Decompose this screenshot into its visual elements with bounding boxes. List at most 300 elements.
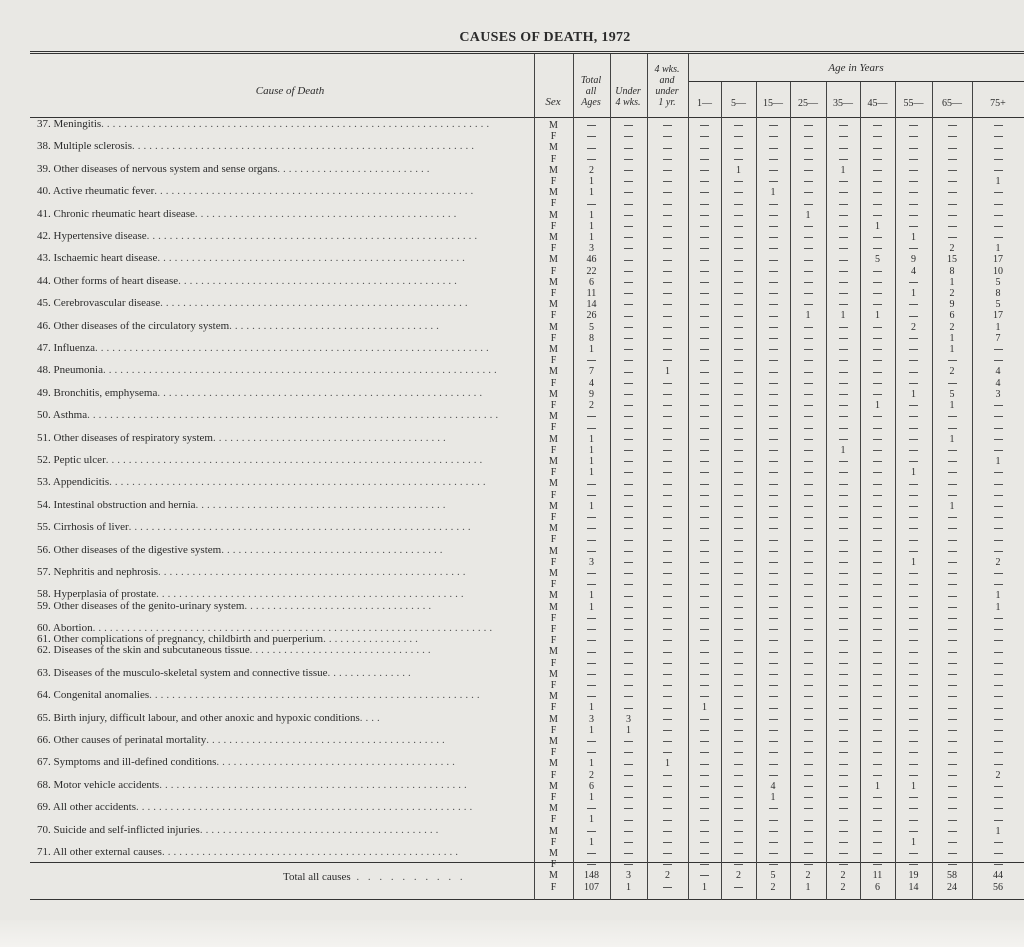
dash-mark <box>734 741 743 742</box>
dash-mark <box>948 652 957 653</box>
value-cell <box>647 714 688 725</box>
dash-mark <box>624 450 633 451</box>
dash-mark <box>948 562 957 563</box>
value-cell <box>610 355 647 366</box>
dash-mark <box>909 248 918 249</box>
dash-mark <box>624 416 633 417</box>
cause-label: 41. Chronic rheumatic heart disease.............................................. <box>37 208 471 220</box>
cause-label: 53. Appendicitis.................................................................. <box>37 476 502 488</box>
value-cell <box>756 702 790 713</box>
dash-mark <box>624 484 633 485</box>
dash-mark <box>873 461 882 462</box>
sex-cell: F <box>550 243 557 255</box>
dash-mark <box>804 573 813 574</box>
dash-mark <box>769 562 778 563</box>
value-cell <box>610 299 647 310</box>
value-cell <box>826 266 860 277</box>
dash-mark <box>909 551 918 552</box>
dash-mark <box>839 808 848 809</box>
dash-mark <box>700 170 709 171</box>
dash-mark <box>948 786 957 787</box>
dash-mark <box>909 528 918 529</box>
value-cell: 2 <box>995 556 1001 568</box>
dash-mark <box>700 820 709 821</box>
value-cell: 46 <box>586 254 597 266</box>
value-cell <box>860 243 895 254</box>
value-cell <box>573 803 610 814</box>
value-cell <box>756 803 790 814</box>
value-cell <box>895 210 932 221</box>
value-cell <box>932 378 972 389</box>
value-cell <box>610 221 647 232</box>
value-cell <box>573 859 610 870</box>
value-cell: 5 <box>875 254 880 266</box>
value-cell <box>860 355 895 366</box>
value-cell <box>895 736 932 747</box>
dash-mark <box>769 607 778 608</box>
value-cell <box>932 165 972 176</box>
dash-mark <box>624 864 633 865</box>
value-cell <box>790 747 826 758</box>
dash-mark <box>839 831 848 832</box>
value-cell <box>860 602 895 613</box>
value-cell <box>647 378 688 389</box>
dash-mark <box>700 775 709 776</box>
dash-mark <box>734 629 743 630</box>
dash-mark <box>624 248 633 249</box>
value-cell <box>972 344 1024 355</box>
cause-label: 43. Ischaemic heart disease...................................................... <box>37 252 483 264</box>
value-cell <box>610 534 647 545</box>
dash-mark <box>873 618 882 619</box>
value-cell <box>610 691 647 702</box>
dash-mark <box>804 831 813 832</box>
value-cell <box>895 445 932 456</box>
value-cell <box>860 658 895 669</box>
value-cell <box>826 478 860 489</box>
value-cell <box>573 736 610 747</box>
value-cell <box>756 736 790 747</box>
table-row <box>0 142 1024 153</box>
value-cell <box>826 389 860 400</box>
dash-mark <box>839 528 848 529</box>
value-cell <box>688 310 721 321</box>
value-cell <box>721 411 756 422</box>
dash-mark <box>909 775 918 776</box>
value-cell <box>932 837 972 848</box>
dash-mark <box>624 282 633 283</box>
dash-mark <box>663 181 672 182</box>
dash-mark <box>994 428 1003 429</box>
dash-mark <box>804 528 813 529</box>
leader-dots: .... <box>359 711 383 724</box>
value-cell: 1 <box>949 276 955 288</box>
dash-mark <box>700 808 709 809</box>
value-cell <box>573 534 610 545</box>
value-cell <box>647 131 688 142</box>
dash-mark <box>948 136 957 137</box>
dash-mark <box>700 663 709 664</box>
value-cell: 1 <box>840 310 846 322</box>
dash-mark <box>948 159 957 160</box>
dash-mark <box>734 775 743 776</box>
dash-mark <box>624 596 633 597</box>
dash-mark <box>663 170 672 171</box>
dash-mark <box>624 786 633 787</box>
value-cell <box>721 680 756 691</box>
dash-mark <box>909 360 918 361</box>
dash-mark <box>663 327 672 328</box>
dash-mark <box>700 640 709 641</box>
dash-mark <box>909 316 918 317</box>
value-cell <box>647 803 688 814</box>
dash-mark <box>873 192 882 193</box>
value-cell <box>721 702 756 713</box>
dash-mark <box>873 204 882 205</box>
dash-mark <box>769 573 778 574</box>
leader-dots: .............................................. <box>194 207 460 220</box>
value-cell: 7 <box>995 332 1001 344</box>
table-row <box>0 711 1024 725</box>
dash-mark <box>839 696 848 697</box>
value-cell: 1 <box>626 882 631 893</box>
table-row <box>0 803 1024 814</box>
leader-dots: .................................................... <box>161 846 461 858</box>
table-row <box>0 691 1024 702</box>
dash-mark <box>839 752 848 753</box>
value-cell: 1 <box>589 814 594 826</box>
value-cell <box>688 221 721 232</box>
sex-cell: M <box>549 411 558 423</box>
dash-mark <box>663 192 672 193</box>
sex-cell: M <box>549 187 558 199</box>
dash-mark <box>839 719 848 720</box>
value-cell <box>860 154 895 165</box>
value-cell: 1 <box>589 467 594 479</box>
header-age-6: 55— <box>903 98 924 109</box>
sex-cell: F <box>550 467 557 479</box>
value-cell: 5 <box>995 276 1001 288</box>
dash-mark <box>624 439 633 440</box>
dash-mark <box>734 271 743 272</box>
dash-mark <box>587 517 596 518</box>
value-cell <box>826 131 860 142</box>
dash-mark <box>839 629 848 630</box>
table-row <box>0 386 1024 400</box>
value-cell <box>647 557 688 568</box>
value-cell <box>688 669 721 680</box>
value-cell <box>756 254 790 265</box>
dash-mark <box>769 316 778 317</box>
value-cell <box>895 165 932 176</box>
value-cell <box>647 613 688 624</box>
value-cell <box>721 781 756 792</box>
value-cell: 1 <box>665 758 670 770</box>
dash-mark <box>804 271 813 272</box>
value-cell <box>826 669 860 680</box>
value-cell <box>826 299 860 310</box>
dash-mark <box>769 640 778 641</box>
dash-mark <box>994 652 1003 653</box>
dash-mark <box>994 495 1003 496</box>
dash-mark <box>624 260 633 261</box>
value-cell <box>573 154 610 165</box>
value-cell <box>573 355 610 366</box>
dash-mark <box>873 125 882 126</box>
value-cell <box>721 422 756 433</box>
value-cell <box>647 814 688 825</box>
value-cell <box>647 266 688 277</box>
dash-mark <box>624 764 633 765</box>
dash-mark <box>804 349 813 350</box>
value-cell <box>895 344 932 355</box>
value-cell <box>790 333 826 344</box>
value-cell <box>721 131 756 142</box>
dash-mark <box>734 797 743 798</box>
value-cell <box>972 142 1024 153</box>
value-cell <box>688 546 721 557</box>
dash-mark <box>663 506 672 507</box>
value-cell: 2 <box>589 769 594 781</box>
dash-mark <box>700 652 709 653</box>
sex-cell: F <box>550 635 557 647</box>
dash-mark <box>909 584 918 585</box>
value-cell <box>756 837 790 848</box>
cause-label: 37. Meningitis.................................................................... <box>37 118 506 130</box>
value-cell <box>721 590 756 601</box>
dash-mark <box>734 685 743 686</box>
value-cell <box>860 714 895 725</box>
dash-mark <box>624 327 633 328</box>
dash-mark <box>587 159 596 160</box>
value-cell <box>895 792 932 803</box>
value-cell <box>972 635 1024 646</box>
sex-cell: M <box>549 254 558 266</box>
value-cell <box>860 333 895 344</box>
dash-mark <box>700 181 709 182</box>
dash-mark <box>700 540 709 541</box>
value-cell <box>688 254 721 265</box>
value-cell <box>895 826 932 837</box>
value-cell <box>860 389 895 400</box>
dash-mark <box>804 820 813 821</box>
value-cell <box>756 299 790 310</box>
dash-mark <box>839 192 848 193</box>
value-cell <box>932 635 972 646</box>
dash-mark <box>909 439 918 440</box>
value-cell <box>895 378 932 389</box>
value-cell <box>610 478 647 489</box>
value-cell: 1 <box>995 601 1001 613</box>
value-cell <box>756 848 790 859</box>
sex-cell: F <box>550 288 557 299</box>
value-cell <box>610 378 647 389</box>
sex-cell: F <box>550 579 557 591</box>
dash-mark <box>909 450 918 451</box>
value-cell <box>721 882 756 893</box>
value-cell <box>826 803 860 814</box>
value-cell <box>688 456 721 467</box>
value-cell <box>860 344 895 355</box>
value-cell <box>756 646 790 657</box>
dash-mark <box>769 652 778 653</box>
value-cell: 1 <box>589 601 594 613</box>
value-cell <box>790 837 826 848</box>
value-cell: 2 <box>840 882 846 893</box>
value-cell <box>688 501 721 512</box>
value-cell <box>756 310 790 321</box>
dash-mark <box>994 450 1003 451</box>
value-cell <box>647 646 688 657</box>
dash-mark <box>804 450 813 451</box>
cause-label: 65. Birth injury, difficult labour, and other anoxic and hypoxic conditions.... <box>37 712 392 724</box>
dash-mark <box>734 237 743 238</box>
value-cell <box>688 344 721 355</box>
dash-mark <box>587 360 596 361</box>
value-cell <box>972 613 1024 624</box>
value-cell <box>972 120 1024 131</box>
dash-mark <box>700 271 709 272</box>
value-cell <box>647 848 688 859</box>
value-cell <box>860 770 895 781</box>
dash-mark <box>948 125 957 126</box>
value-cell <box>826 411 860 422</box>
value-cell <box>756 602 790 613</box>
table-row <box>0 243 1024 254</box>
value-cell <box>721 266 756 277</box>
leader-dots: ....................................... <box>221 543 446 556</box>
cause-label: 71. All other external causes.................................................... <box>37 846 475 858</box>
value-cell <box>721 142 756 153</box>
dash-mark <box>994 730 1003 731</box>
value-cell <box>790 400 826 411</box>
value-cell <box>573 490 610 501</box>
dash-mark <box>663 573 672 574</box>
dash-mark <box>994 528 1003 529</box>
dash-mark <box>994 629 1003 630</box>
dash-mark <box>734 327 743 328</box>
dash-mark <box>769 764 778 765</box>
value-cell <box>826 837 860 848</box>
value-cell <box>610 680 647 691</box>
value-cell <box>756 826 790 837</box>
value-cell <box>756 635 790 646</box>
sex-cell: F <box>550 422 557 434</box>
dash-mark <box>948 663 957 664</box>
dash-mark <box>804 136 813 137</box>
value-cell <box>860 467 895 478</box>
value-cell <box>721 277 756 288</box>
value-cell <box>826 758 860 769</box>
dash-mark <box>909 618 918 619</box>
dash-mark <box>700 629 709 630</box>
dash-mark <box>734 394 743 395</box>
value-cell <box>895 714 932 725</box>
dash-mark <box>994 685 1003 686</box>
value-cell <box>647 165 688 176</box>
value-cell <box>756 288 790 299</box>
value-cell <box>756 422 790 433</box>
dash-mark <box>804 640 813 641</box>
value-cell <box>688 758 721 769</box>
value-cell <box>610 501 647 512</box>
sex-cell: F <box>550 702 557 714</box>
value-cell <box>826 277 860 288</box>
dash-mark <box>624 136 633 137</box>
value-cell <box>972 814 1024 825</box>
dash-mark <box>873 136 882 137</box>
table-row <box>0 333 1024 344</box>
dash-mark <box>839 271 848 272</box>
dash-mark <box>624 428 633 429</box>
value-cell: 15 <box>947 254 957 266</box>
dash-mark <box>873 170 882 171</box>
header-age-3: 25— <box>798 98 818 109</box>
value-cell <box>860 366 895 377</box>
value-cell <box>647 826 688 837</box>
table-row <box>0 154 1024 165</box>
value-cell <box>610 781 647 792</box>
dash-mark <box>734 472 743 473</box>
value-cell <box>688 747 721 758</box>
value-cell <box>790 456 826 467</box>
value-cell <box>972 691 1024 702</box>
leader-dots: ................. <box>323 633 421 646</box>
value-cell <box>790 579 826 590</box>
dash-mark <box>873 472 882 473</box>
value-cell: 4 <box>770 780 776 792</box>
dash-mark <box>804 226 813 227</box>
dash-mark <box>663 708 672 709</box>
dash-mark <box>839 517 848 518</box>
dash-mark <box>700 528 709 529</box>
dash-mark <box>700 484 709 485</box>
value-cell <box>932 221 972 232</box>
dash-mark <box>700 125 709 126</box>
value-cell: 1 <box>589 456 594 467</box>
value-cell: 1 <box>589 433 594 445</box>
value-cell <box>573 120 610 131</box>
table-row <box>0 512 1024 523</box>
value-cell <box>895 131 932 142</box>
dash-mark <box>587 629 596 630</box>
dash-mark <box>700 282 709 283</box>
dash-mark <box>624 125 633 126</box>
dash-mark <box>769 708 778 709</box>
dash-mark <box>994 797 1003 798</box>
sex-cell: F <box>550 489 557 501</box>
value-cell <box>860 142 895 153</box>
value-cell <box>721 322 756 333</box>
value-cell: 11 <box>872 870 883 881</box>
value-cell <box>647 490 688 501</box>
value-cell: 4 <box>995 366 1001 378</box>
table-row <box>0 344 1024 355</box>
dash-mark <box>734 853 743 854</box>
dash-mark <box>948 226 957 227</box>
value-cell <box>610 456 647 467</box>
value-cell <box>932 624 972 635</box>
value-cell <box>790 198 826 209</box>
dash-mark <box>769 528 778 529</box>
dash-mark <box>663 204 672 205</box>
value-cell <box>972 490 1024 501</box>
dash-mark <box>769 248 778 249</box>
dash-mark <box>804 293 813 294</box>
cause-label: 66. Other causes of perinatal mortality.......................................... <box>37 734 458 746</box>
value-cell <box>756 277 790 288</box>
dash-mark <box>909 192 918 193</box>
